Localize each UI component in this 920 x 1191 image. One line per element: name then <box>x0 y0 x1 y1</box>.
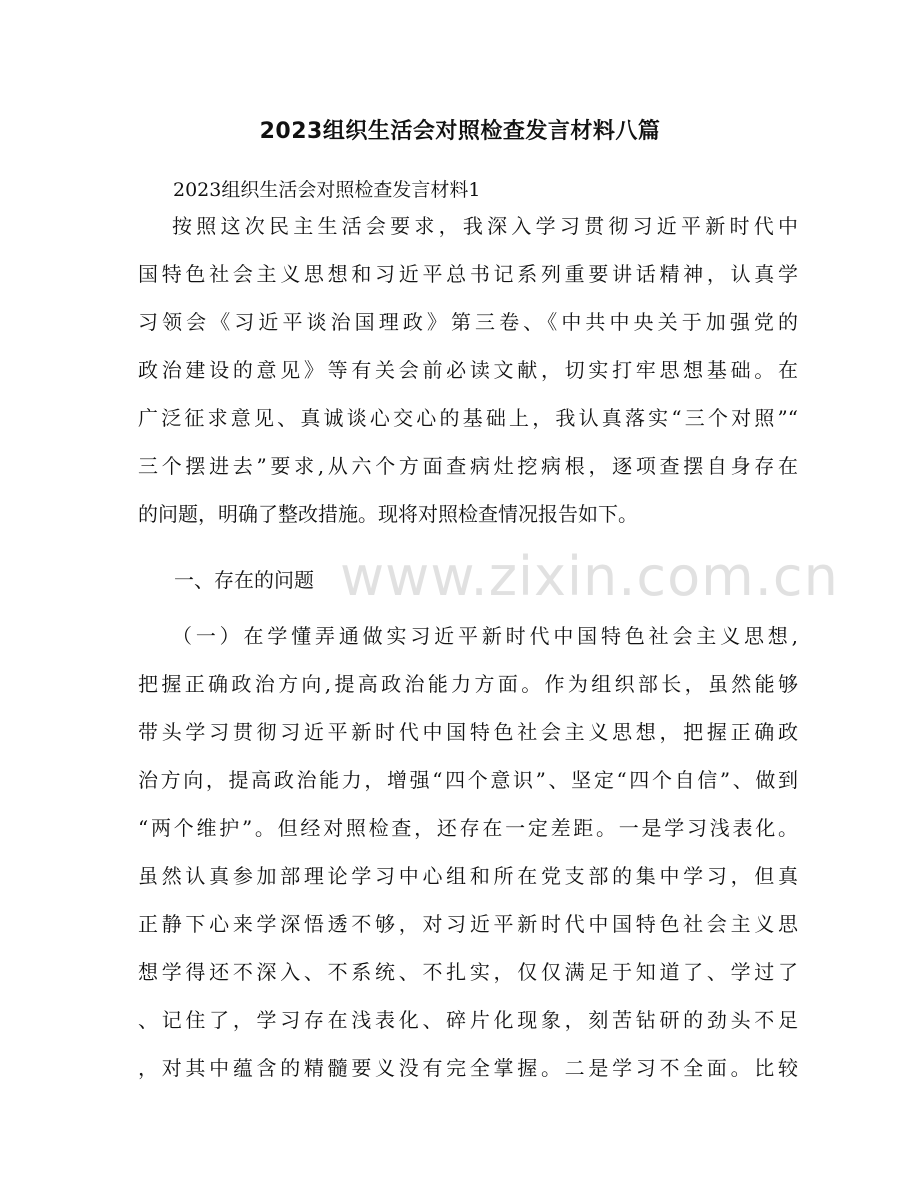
watermark: www.zixin.com.cn <box>340 545 839 608</box>
text-line: 虽然认真参加部理论学习中心组和所在党支部的集中学习，但真 <box>138 864 798 888</box>
text-line: 、记住了，学习存在浅表化、碎片化现象，刻苦钻研的劲头不足 <box>138 1008 798 1032</box>
text-line: 带头学习贯彻习近平新时代中国特色社会主义思想，把握正确政 <box>138 720 798 744</box>
section-heading: 一、存在的问题 <box>174 568 314 592</box>
text-line: 按照这次民主生活会要求，我深入学习贯彻习近平新时代中 <box>172 214 798 238</box>
text-line: 习领会《习近平谈治国理政》第三卷、《中共中央关于加强党的 <box>138 310 798 334</box>
intro-paragraph <box>138 202 798 538</box>
text-line: 的问题，明确了整改措施。现将对照检查情况报告如下。 <box>138 502 638 526</box>
text-line: “两个维护”。但经对照检查，还存在一定差距。一是学习浅表化。 <box>138 816 798 840</box>
text-line: （一）在学懂弄通做实习近平新时代中国特色社会主义思想, <box>172 624 798 648</box>
text-line: 三个摆进去”要求,从六个方面查病灶挖病根，逐项查摆自身存在 <box>138 454 798 478</box>
text-line: 把握正确政治方向,提高政治能力方面。作为组织部长，虽然能够 <box>138 672 798 696</box>
text-line: 国特色社会主义思想和习近平总书记系列重要讲话精神，认真学 <box>138 262 798 286</box>
document-title: 2023组织生活会对照检查发言材料八篇 <box>259 119 661 144</box>
section-paragraph <box>138 612 798 1092</box>
document-subtitle: 2023组织生活会对照检查发言材料1 <box>173 179 481 201</box>
text-line: ，对其中蕴含的精髓要义没有完全掌握。二是学习不全面。比较 <box>138 1056 798 1080</box>
text-line: 想学得还不深入、不系统、不扎实，仅仅满足于知道了、学过了 <box>138 960 798 984</box>
text-line: 广泛征求意见、真诚谈心交心的基础上，我认真落实“三个对照”“ <box>138 406 798 430</box>
text-line: 治方向，提高政治能力，增强“四个意识”、坚定“四个自信”、做到 <box>138 768 798 792</box>
text-line: 政治建设的意见》等有关会前必读文献，切实打牢思想基础。在 <box>138 358 798 382</box>
text-line: 正静下心来学深悟透不够，对习近平新时代中国特色社会主义思 <box>138 912 798 936</box>
